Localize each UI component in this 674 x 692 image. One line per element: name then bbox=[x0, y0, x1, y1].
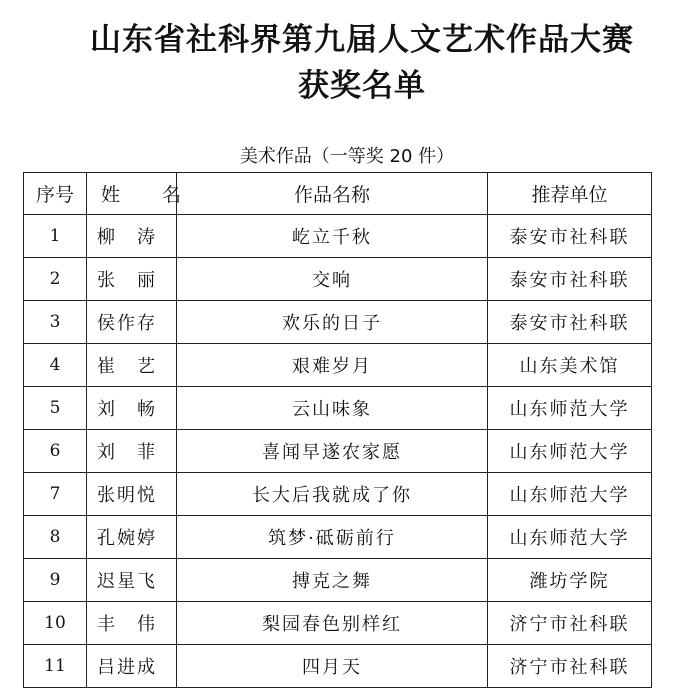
table-row bbox=[24, 387, 652, 430]
cell-unit: 济宁市社科联 bbox=[488, 602, 652, 645]
document-title-line2: 获奖名单 bbox=[298, 68, 426, 104]
cell-unit: 山东师范大学 bbox=[488, 387, 652, 430]
cell-unit: 泰安市社科联 bbox=[488, 301, 652, 344]
table-row bbox=[24, 473, 652, 516]
cell-serial: 3 bbox=[24, 301, 87, 344]
table-row bbox=[24, 215, 652, 258]
cell-unit: 泰安市社科联 bbox=[488, 215, 652, 258]
cell-name: 刘 菲 bbox=[87, 430, 177, 473]
cell-work-title: 四月天 bbox=[177, 645, 488, 688]
table-header-row bbox=[24, 173, 652, 215]
cell-name: 崔 艺 bbox=[87, 344, 177, 387]
cell-serial: 6 bbox=[24, 430, 87, 473]
header-work-title: 作品名称 bbox=[177, 173, 488, 215]
cell-unit: 泰安市社科联 bbox=[488, 258, 652, 301]
section-caption: 美术作品（一等奖 20 件） bbox=[239, 146, 455, 167]
cell-work-title: 艰难岁月 bbox=[177, 344, 488, 387]
cell-unit: 潍坊学院 bbox=[488, 559, 652, 602]
cell-work-title: 长大后我就成了你 bbox=[177, 473, 488, 516]
cell-unit: 山东师范大学 bbox=[488, 430, 652, 473]
cell-serial: 9 bbox=[24, 559, 87, 602]
award-table bbox=[23, 172, 652, 688]
cell-serial: 11 bbox=[24, 645, 87, 688]
cell-name: 刘 畅 bbox=[87, 387, 177, 430]
table-row bbox=[24, 645, 652, 688]
cell-name: 张明悦 bbox=[87, 473, 177, 516]
header-name: 姓 名 bbox=[87, 173, 177, 215]
cell-unit: 济宁市社科联 bbox=[488, 645, 652, 688]
header-recommending-unit: 推荐单位 bbox=[488, 173, 652, 215]
table-row bbox=[24, 258, 652, 301]
table-row bbox=[24, 301, 652, 344]
table-row bbox=[24, 344, 652, 387]
document-title: 山东省社科界第九届人文艺术作品大赛 bbox=[90, 22, 634, 58]
cell-serial: 7 bbox=[24, 473, 87, 516]
cell-serial: 1 bbox=[24, 215, 87, 258]
cell-work-title: 梨园春色别样红 bbox=[177, 602, 488, 645]
cell-name: 吕进成 bbox=[87, 645, 177, 688]
cell-work-title: 交响 bbox=[177, 258, 488, 301]
cell-work-title: 屹立千秋 bbox=[177, 215, 488, 258]
cell-serial: 4 bbox=[24, 344, 87, 387]
cell-serial: 5 bbox=[24, 387, 87, 430]
cell-name: 丰 伟 bbox=[87, 602, 177, 645]
cell-name: 张 丽 bbox=[87, 258, 177, 301]
cell-unit: 山东师范大学 bbox=[488, 516, 652, 559]
cell-work-title: 云山味象 bbox=[177, 387, 488, 430]
cell-unit: 山东美术馆 bbox=[488, 344, 652, 387]
cell-serial: 8 bbox=[24, 516, 87, 559]
cell-work-title: 搏克之舞 bbox=[177, 559, 488, 602]
table-row bbox=[24, 602, 652, 645]
table-row bbox=[24, 430, 652, 473]
cell-work-title: 喜闻早遂农家愿 bbox=[177, 430, 488, 473]
table-row bbox=[24, 559, 652, 602]
cell-work-title: 欢乐的日子 bbox=[177, 301, 488, 344]
cell-name: 柳 涛 bbox=[87, 215, 177, 258]
table-row bbox=[24, 516, 652, 559]
header-serial: 序号 bbox=[24, 173, 87, 215]
cell-serial: 10 bbox=[24, 602, 87, 645]
cell-name: 孔婉婷 bbox=[87, 516, 177, 559]
cell-unit: 山东师范大学 bbox=[488, 473, 652, 516]
cell-serial: 2 bbox=[24, 258, 87, 301]
cell-name: 侯作存 bbox=[87, 301, 177, 344]
cell-work-title: 筑梦·砥砺前行 bbox=[177, 516, 488, 559]
cell-name: 迟星飞 bbox=[87, 559, 177, 602]
